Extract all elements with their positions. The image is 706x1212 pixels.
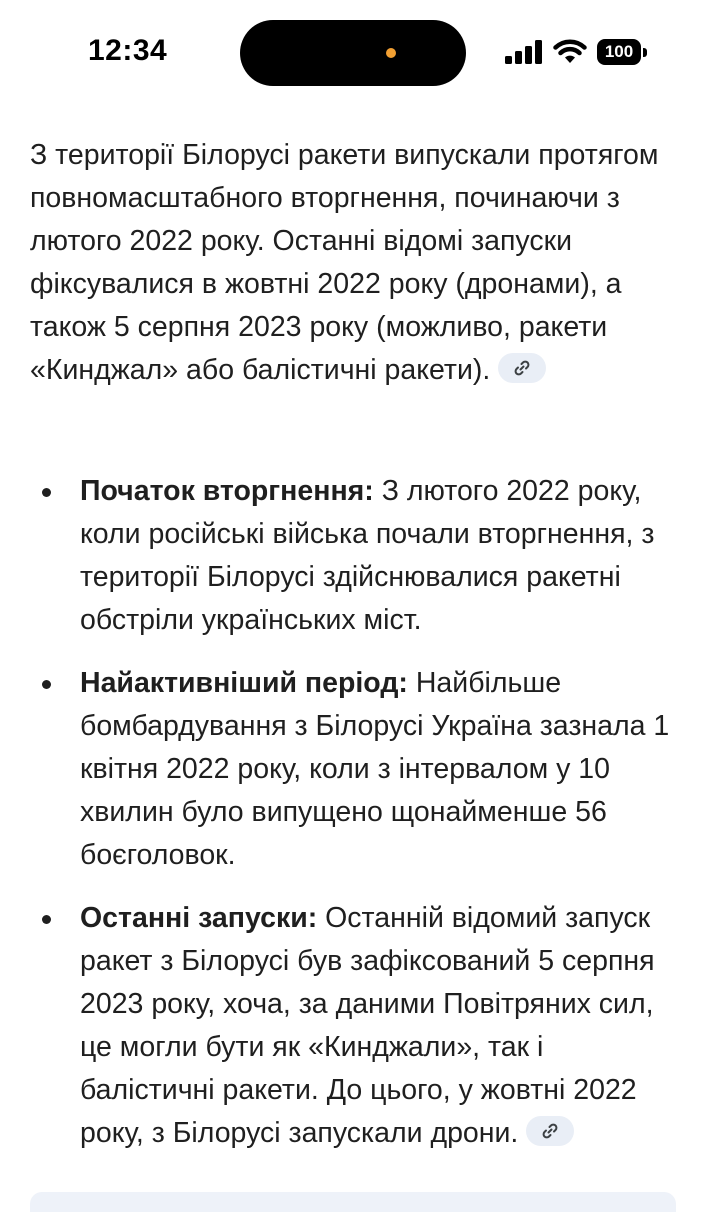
bullet-dot <box>42 488 51 497</box>
bullet-dot <box>42 915 51 924</box>
source-link-chip[interactable] <box>526 1116 574 1146</box>
status-time: 12:34 <box>88 34 168 67</box>
battery-cap <box>643 48 647 57</box>
bullet-text: Останній відомий запуск ракет з Білорусі був зафіксований 5 серпня 2023 року, хоча, за даними Повітряних сил, це могли бути як «Кинджали», так і балістичні ракети. До цього, у жовтні 2022 року, з Білорусі запускали дрони. <box>80 902 655 1149</box>
cellular-signal-icon <box>505 40 543 64</box>
privacy-indicator-dot <box>386 48 396 58</box>
dynamic-island <box>240 20 466 86</box>
list-item <box>30 470 680 642</box>
intro-text: З території Білорусі ракети випускали протягом повномасштабного вторгнення, починаючи з лютого 2022 року. Останні відомі запуски фіксувалися в жовтні 2022 року (дронами), а також 5 серпня 2023 року (можливо, ракети «Кинджал» або балістичні ракети). <box>30 139 659 386</box>
list-item <box>30 897 680 1155</box>
bullet-text: З лютого 2022 року, коли російські війська почали вторгнення, з території Білорусі здійснювалися ракетні обстріли українських міст. <box>80 475 655 636</box>
bullet-term: Початок вторгнення: <box>80 475 374 507</box>
battery-level: 100 <box>597 39 641 65</box>
link-icon <box>513 359 531 377</box>
input-bar-edge <box>30 1192 676 1212</box>
status-bar <box>0 0 706 110</box>
bullet-dot <box>42 680 51 689</box>
source-link-chip[interactable] <box>498 353 546 383</box>
list-item <box>30 662 680 877</box>
battery-icon <box>597 39 647 65</box>
link-icon <box>541 1122 559 1140</box>
wifi-icon <box>553 37 587 65</box>
bullet-term: Найактивніший період: <box>80 667 408 699</box>
bullet-term: Останні запуски: <box>80 902 318 934</box>
response-intro <box>30 134 680 392</box>
bullet-text: Найбільше бомбардування з Білорусі Україна зазнала 1 квітня 2022 року, коли з інтервалом у 10 хвилин було випущено щонайменше 56 боєголовок. <box>80 667 670 871</box>
response-content <box>30 134 680 1149</box>
